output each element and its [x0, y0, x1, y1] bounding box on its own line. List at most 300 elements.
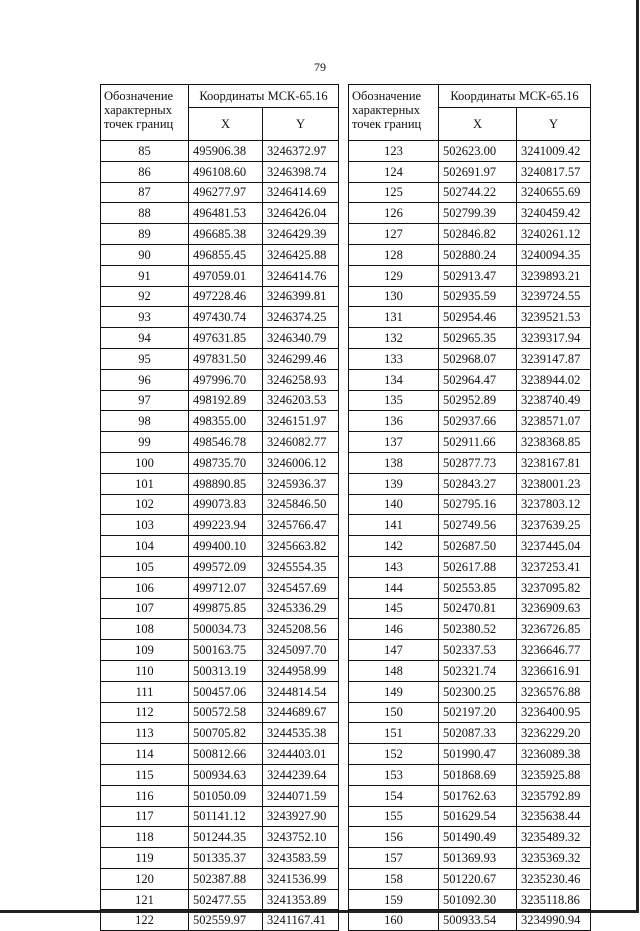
y-coordinate-cell: 3243927.90	[263, 806, 339, 827]
point-number-cell: 153	[349, 764, 439, 785]
point-number-cell: 106	[101, 577, 189, 598]
y-coordinate-cell: 3235118.86	[517, 889, 591, 910]
table-row	[101, 785, 339, 806]
y-column-header: Y	[517, 108, 591, 141]
y-coordinate-cell: 3240459.42	[517, 203, 591, 224]
table-row	[349, 473, 591, 494]
table-row	[349, 848, 591, 869]
y-coordinate-cell: 3245554.35	[263, 556, 339, 577]
y-coordinate-cell: 3244958.99	[263, 660, 339, 681]
point-number-cell: 121	[101, 889, 189, 910]
table-row	[349, 681, 591, 702]
y-coordinate-cell: 3238368.85	[517, 432, 591, 453]
table-row	[349, 827, 591, 848]
x-coordinate-cell: 496108.60	[189, 161, 263, 182]
point-number-cell: 108	[101, 619, 189, 640]
table-row	[101, 182, 339, 203]
table-row	[349, 369, 591, 390]
x-column-header: X	[439, 108, 517, 141]
point-number-cell: 123	[349, 141, 439, 162]
point-number-cell: 109	[101, 640, 189, 661]
x-coordinate-cell: 500457.06	[189, 681, 263, 702]
x-coordinate-cell: 502623.00	[439, 141, 517, 162]
point-number-cell: 98	[101, 411, 189, 432]
table-row	[349, 141, 591, 162]
table-row	[349, 390, 591, 411]
y-coordinate-cell: 3241009.42	[517, 141, 591, 162]
table-row	[101, 265, 339, 286]
point-number-cell: 127	[349, 224, 439, 245]
y-coordinate-cell: 3243752.10	[263, 827, 339, 848]
y-coordinate-cell: 3238944.02	[517, 369, 591, 390]
y-coordinate-cell: 3238001.23	[517, 473, 591, 494]
table-row	[101, 806, 339, 827]
table-row	[349, 536, 591, 557]
point-number-cell: 89	[101, 224, 189, 245]
y-coordinate-cell: 3245457.69	[263, 577, 339, 598]
table-row	[101, 681, 339, 702]
y-coordinate-cell: 3239893.21	[517, 265, 591, 286]
point-number-cell: 133	[349, 348, 439, 369]
point-number-cell: 155	[349, 806, 439, 827]
point-number-cell: 148	[349, 660, 439, 681]
x-coordinate-cell: 496685.38	[189, 224, 263, 245]
point-number-cell: 137	[349, 432, 439, 453]
x-coordinate-cell: 500313.19	[189, 660, 263, 681]
table-row	[349, 224, 591, 245]
point-number-cell: 125	[349, 182, 439, 203]
x-coordinate-cell: 501868.69	[439, 764, 517, 785]
y-coordinate-cell: 3246082.77	[263, 432, 339, 453]
y-coordinate-cell: 3244403.01	[263, 744, 339, 765]
table-row	[101, 369, 339, 390]
table-row	[101, 328, 339, 349]
y-coordinate-cell: 3245766.47	[263, 515, 339, 536]
x-coordinate-cell: 498192.89	[189, 390, 263, 411]
table-row	[349, 744, 591, 765]
y-column-header: Y	[263, 108, 339, 141]
table-row	[101, 910, 339, 931]
table-row	[349, 265, 591, 286]
x-coordinate-cell: 502337.53	[439, 640, 517, 661]
table-row	[101, 452, 339, 473]
y-coordinate-cell: 3246151.97	[263, 411, 339, 432]
x-coordinate-cell: 501092.30	[439, 889, 517, 910]
x-coordinate-cell: 496855.45	[189, 244, 263, 265]
table-row	[101, 744, 339, 765]
table-row	[101, 827, 339, 848]
y-coordinate-cell: 3237639.25	[517, 515, 591, 536]
y-coordinate-cell: 3238571.07	[517, 411, 591, 432]
y-coordinate-cell: 3246414.76	[263, 265, 339, 286]
point-number-cell: 134	[349, 369, 439, 390]
x-coordinate-cell: 502880.24	[439, 244, 517, 265]
table-row	[349, 203, 591, 224]
x-coordinate-cell: 498735.70	[189, 452, 263, 473]
y-coordinate-cell: 3235792.89	[517, 785, 591, 806]
point-number-cell: 136	[349, 411, 439, 432]
x-coordinate-cell: 502687.50	[439, 536, 517, 557]
y-coordinate-cell: 3246258.93	[263, 369, 339, 390]
table-row	[101, 161, 339, 182]
table-row	[101, 307, 339, 328]
point-number-cell: 159	[349, 889, 439, 910]
x-coordinate-cell: 501490.49	[439, 827, 517, 848]
y-coordinate-cell: 3238167.81	[517, 452, 591, 473]
x-coordinate-cell: 502877.73	[439, 452, 517, 473]
table-row	[349, 244, 591, 265]
table-row	[349, 494, 591, 515]
point-number-cell: 119	[101, 848, 189, 869]
table-row	[349, 785, 591, 806]
x-coordinate-cell: 501762.63	[439, 785, 517, 806]
y-coordinate-cell: 3245097.70	[263, 640, 339, 661]
x-coordinate-cell: 499712.07	[189, 577, 263, 598]
y-coordinate-cell: 3236576.88	[517, 681, 591, 702]
table-row	[101, 203, 339, 224]
table-row	[349, 182, 591, 203]
point-number-cell: 156	[349, 827, 439, 848]
point-number-cell: 117	[101, 806, 189, 827]
designation-header: Обозначение характерных точек границ	[101, 85, 189, 141]
y-coordinate-cell: 3244239.64	[263, 764, 339, 785]
point-number-cell: 135	[349, 390, 439, 411]
x-coordinate-cell: 499073.83	[189, 494, 263, 515]
table-row	[101, 640, 339, 661]
y-coordinate-cell: 3238740.49	[517, 390, 591, 411]
table-row	[101, 286, 339, 307]
table-row	[101, 598, 339, 619]
y-coordinate-cell: 3239521.53	[517, 307, 591, 328]
point-number-cell: 150	[349, 702, 439, 723]
point-number-cell: 118	[101, 827, 189, 848]
left-table-body	[101, 141, 339, 931]
table-row	[101, 619, 339, 640]
table-row	[349, 161, 591, 182]
point-number-cell: 146	[349, 619, 439, 640]
point-number-cell: 96	[101, 369, 189, 390]
y-coordinate-cell: 3234990.94	[517, 910, 591, 931]
y-coordinate-cell: 3243583.59	[263, 848, 339, 869]
table-row	[101, 889, 339, 910]
x-coordinate-cell: 501141.12	[189, 806, 263, 827]
point-number-cell: 129	[349, 265, 439, 286]
x-coordinate-cell: 497059.01	[189, 265, 263, 286]
y-coordinate-cell: 3235489.32	[517, 827, 591, 848]
table-row	[349, 723, 591, 744]
table-row	[349, 806, 591, 827]
y-coordinate-cell: 3235369.32	[517, 848, 591, 869]
x-coordinate-cell: 502911.66	[439, 432, 517, 453]
y-coordinate-cell: 3241167.41	[263, 910, 339, 931]
y-coordinate-cell: 3245936.37	[263, 473, 339, 494]
page-number: 79	[314, 60, 326, 74]
coord-system-header: Координаты МСК-65.16	[439, 85, 591, 108]
point-number-cell: 100	[101, 452, 189, 473]
y-coordinate-cell: 3246006.12	[263, 452, 339, 473]
y-coordinate-cell: 3239317.94	[517, 328, 591, 349]
x-coordinate-cell: 502559.97	[189, 910, 263, 931]
y-coordinate-cell: 3246425.88	[263, 244, 339, 265]
y-coordinate-cell: 3236646.77	[517, 640, 591, 661]
y-coordinate-cell: 3246399.81	[263, 286, 339, 307]
point-number-cell: 95	[101, 348, 189, 369]
x-coordinate-cell: 502300.25	[439, 681, 517, 702]
x-coordinate-cell: 497228.46	[189, 286, 263, 307]
point-number-cell: 115	[101, 764, 189, 785]
table-row	[349, 660, 591, 681]
table-row	[349, 515, 591, 536]
point-number-cell: 132	[349, 328, 439, 349]
x-coordinate-cell: 500934.63	[189, 764, 263, 785]
y-coordinate-cell: 3246372.97	[263, 141, 339, 162]
table-row	[101, 494, 339, 515]
y-coordinate-cell: 3244689.67	[263, 702, 339, 723]
x-coordinate-cell: 501629.54	[439, 806, 517, 827]
y-coordinate-cell: 3235638.44	[517, 806, 591, 827]
x-coordinate-cell: 502087.33	[439, 723, 517, 744]
x-coordinate-cell: 498890.85	[189, 473, 263, 494]
x-coordinate-cell: 502964.47	[439, 369, 517, 390]
x-coordinate-cell: 499400.10	[189, 536, 263, 557]
point-number-cell: 112	[101, 702, 189, 723]
x-coordinate-cell: 500163.75	[189, 640, 263, 661]
point-number-cell: 93	[101, 307, 189, 328]
point-number-cell: 126	[349, 203, 439, 224]
x-coordinate-cell: 500933.54	[439, 910, 517, 931]
x-coordinate-cell: 498355.00	[189, 411, 263, 432]
x-coordinate-cell: 502952.89	[439, 390, 517, 411]
x-coordinate-cell: 502553.85	[439, 577, 517, 598]
x-coordinate-cell: 502913.47	[439, 265, 517, 286]
x-coordinate-cell: 502937.66	[439, 411, 517, 432]
table-row	[349, 328, 591, 349]
point-number-cell: 157	[349, 848, 439, 869]
table-row	[349, 452, 591, 473]
point-number-cell: 103	[101, 515, 189, 536]
table-row	[101, 432, 339, 453]
y-coordinate-cell: 3246340.79	[263, 328, 339, 349]
y-coordinate-cell: 3246299.46	[263, 348, 339, 369]
table-row	[349, 702, 591, 723]
y-coordinate-cell: 3236726.85	[517, 619, 591, 640]
x-coordinate-cell: 500572.58	[189, 702, 263, 723]
point-number-cell: 99	[101, 432, 189, 453]
table-row	[349, 764, 591, 785]
table-row	[101, 848, 339, 869]
table-row	[349, 432, 591, 453]
point-number-cell: 90	[101, 244, 189, 265]
y-coordinate-cell: 3245208.56	[263, 619, 339, 640]
x-coordinate-cell: 497831.50	[189, 348, 263, 369]
table-row	[101, 473, 339, 494]
x-coordinate-cell: 502795.16	[439, 494, 517, 515]
x-coordinate-cell: 502968.07	[439, 348, 517, 369]
x-coordinate-cell: 497631.85	[189, 328, 263, 349]
y-coordinate-cell: 3236089.38	[517, 744, 591, 765]
point-number-cell: 145	[349, 598, 439, 619]
point-number-cell: 116	[101, 785, 189, 806]
y-coordinate-cell: 3236909.63	[517, 598, 591, 619]
point-number-cell: 113	[101, 723, 189, 744]
table-row	[349, 889, 591, 910]
y-coordinate-cell: 3237095.82	[517, 577, 591, 598]
table-row	[101, 660, 339, 681]
y-coordinate-cell: 3236616.91	[517, 660, 591, 681]
x-coordinate-cell: 499223.94	[189, 515, 263, 536]
point-number-cell: 140	[349, 494, 439, 515]
point-number-cell: 101	[101, 473, 189, 494]
x-coordinate-cell: 502197.20	[439, 702, 517, 723]
table-row	[349, 910, 591, 931]
point-number-cell: 120	[101, 868, 189, 889]
table-row	[101, 244, 339, 265]
table-row	[101, 411, 339, 432]
y-coordinate-cell: 3240261.12	[517, 224, 591, 245]
y-coordinate-cell: 3244814.54	[263, 681, 339, 702]
point-number-cell: 152	[349, 744, 439, 765]
x-coordinate-cell: 502321.74	[439, 660, 517, 681]
x-coordinate-cell: 502965.35	[439, 328, 517, 349]
y-coordinate-cell: 3240817.57	[517, 161, 591, 182]
table-row	[101, 702, 339, 723]
table-row	[349, 286, 591, 307]
x-coordinate-cell: 502691.97	[439, 161, 517, 182]
table-row	[349, 577, 591, 598]
table-row	[101, 390, 339, 411]
y-coordinate-cell: 3235230.46	[517, 868, 591, 889]
right-table-body	[349, 141, 591, 931]
point-number-cell: 149	[349, 681, 439, 702]
x-coordinate-cell: 501244.35	[189, 827, 263, 848]
point-number-cell: 160	[349, 910, 439, 931]
table-row	[349, 598, 591, 619]
table-row	[349, 307, 591, 328]
x-column-header: X	[189, 108, 263, 141]
table-row	[101, 556, 339, 577]
coordinates-table-right	[348, 84, 591, 931]
y-coordinate-cell: 3235925.88	[517, 764, 591, 785]
table-row	[101, 577, 339, 598]
y-coordinate-cell: 3239724.55	[517, 286, 591, 307]
y-coordinate-cell: 3246429.39	[263, 224, 339, 245]
x-coordinate-cell: 502799.39	[439, 203, 517, 224]
y-coordinate-cell: 3245336.29	[263, 598, 339, 619]
x-coordinate-cell: 502380.52	[439, 619, 517, 640]
point-number-cell: 144	[349, 577, 439, 598]
y-coordinate-cell: 3240094.35	[517, 244, 591, 265]
x-coordinate-cell: 497996.70	[189, 369, 263, 390]
y-coordinate-cell: 3236229.20	[517, 723, 591, 744]
y-coordinate-cell: 3239147.87	[517, 348, 591, 369]
y-coordinate-cell: 3246426.04	[263, 203, 339, 224]
x-coordinate-cell: 501220.67	[439, 868, 517, 889]
x-coordinate-cell: 496481.53	[189, 203, 263, 224]
point-number-cell: 122	[101, 910, 189, 931]
y-coordinate-cell: 3245663.82	[263, 536, 339, 557]
y-coordinate-cell: 3237253.41	[517, 556, 591, 577]
y-coordinate-cell: 3241536.99	[263, 868, 339, 889]
point-number-cell: 131	[349, 307, 439, 328]
y-coordinate-cell: 3244535.38	[263, 723, 339, 744]
x-coordinate-cell: 501990.47	[439, 744, 517, 765]
point-number-cell: 87	[101, 182, 189, 203]
x-coordinate-cell: 499875.85	[189, 598, 263, 619]
point-number-cell: 91	[101, 265, 189, 286]
x-coordinate-cell: 502477.55	[189, 889, 263, 910]
x-coordinate-cell: 499572.09	[189, 556, 263, 577]
point-number-cell: 86	[101, 161, 189, 182]
x-coordinate-cell: 502935.59	[439, 286, 517, 307]
point-number-cell: 110	[101, 660, 189, 681]
y-coordinate-cell: 3236400.95	[517, 702, 591, 723]
table-row	[349, 868, 591, 889]
table-row	[349, 411, 591, 432]
x-coordinate-cell: 502744.22	[439, 182, 517, 203]
y-coordinate-cell: 3237803.12	[517, 494, 591, 515]
table-row	[101, 348, 339, 369]
y-coordinate-cell: 3237445.04	[517, 536, 591, 557]
x-coordinate-cell: 502617.88	[439, 556, 517, 577]
x-coordinate-cell: 502954.46	[439, 307, 517, 328]
point-number-cell: 139	[349, 473, 439, 494]
y-coordinate-cell: 3241353.89	[263, 889, 339, 910]
x-coordinate-cell: 501369.93	[439, 848, 517, 869]
point-number-cell: 141	[349, 515, 439, 536]
point-number-cell: 147	[349, 640, 439, 661]
x-coordinate-cell: 501050.09	[189, 785, 263, 806]
table-row	[101, 224, 339, 245]
x-coordinate-cell: 502846.82	[439, 224, 517, 245]
designation-header: Обозначение характерных точек границ	[349, 85, 439, 141]
y-coordinate-cell: 3246414.69	[263, 182, 339, 203]
x-coordinate-cell: 497430.74	[189, 307, 263, 328]
point-number-cell: 138	[349, 452, 439, 473]
table-row	[101, 536, 339, 557]
point-number-cell: 88	[101, 203, 189, 224]
x-coordinate-cell: 500034.73	[189, 619, 263, 640]
point-number-cell: 142	[349, 536, 439, 557]
table-row	[349, 619, 591, 640]
point-number-cell: 158	[349, 868, 439, 889]
x-coordinate-cell: 502387.88	[189, 868, 263, 889]
x-coordinate-cell: 496277.97	[189, 182, 263, 203]
x-coordinate-cell: 500812.66	[189, 744, 263, 765]
point-number-cell: 151	[349, 723, 439, 744]
y-coordinate-cell: 3245846.50	[263, 494, 339, 515]
point-number-cell: 104	[101, 536, 189, 557]
point-number-cell: 114	[101, 744, 189, 765]
point-number-cell: 111	[101, 681, 189, 702]
point-number-cell: 105	[101, 556, 189, 577]
point-number-cell: 107	[101, 598, 189, 619]
table-row	[101, 868, 339, 889]
table-row	[349, 556, 591, 577]
y-coordinate-cell: 3246398.74	[263, 161, 339, 182]
x-coordinate-cell: 498546.78	[189, 432, 263, 453]
y-coordinate-cell: 3246203.53	[263, 390, 339, 411]
table-row	[101, 515, 339, 536]
x-coordinate-cell: 495906.38	[189, 141, 263, 162]
table-row	[101, 764, 339, 785]
point-number-cell: 102	[101, 494, 189, 515]
table-row	[349, 348, 591, 369]
point-number-cell: 124	[349, 161, 439, 182]
y-coordinate-cell: 3246374.25	[263, 307, 339, 328]
x-coordinate-cell: 502749.56	[439, 515, 517, 536]
point-number-cell: 94	[101, 328, 189, 349]
coord-system-header: Координаты МСК-65.16	[189, 85, 339, 108]
